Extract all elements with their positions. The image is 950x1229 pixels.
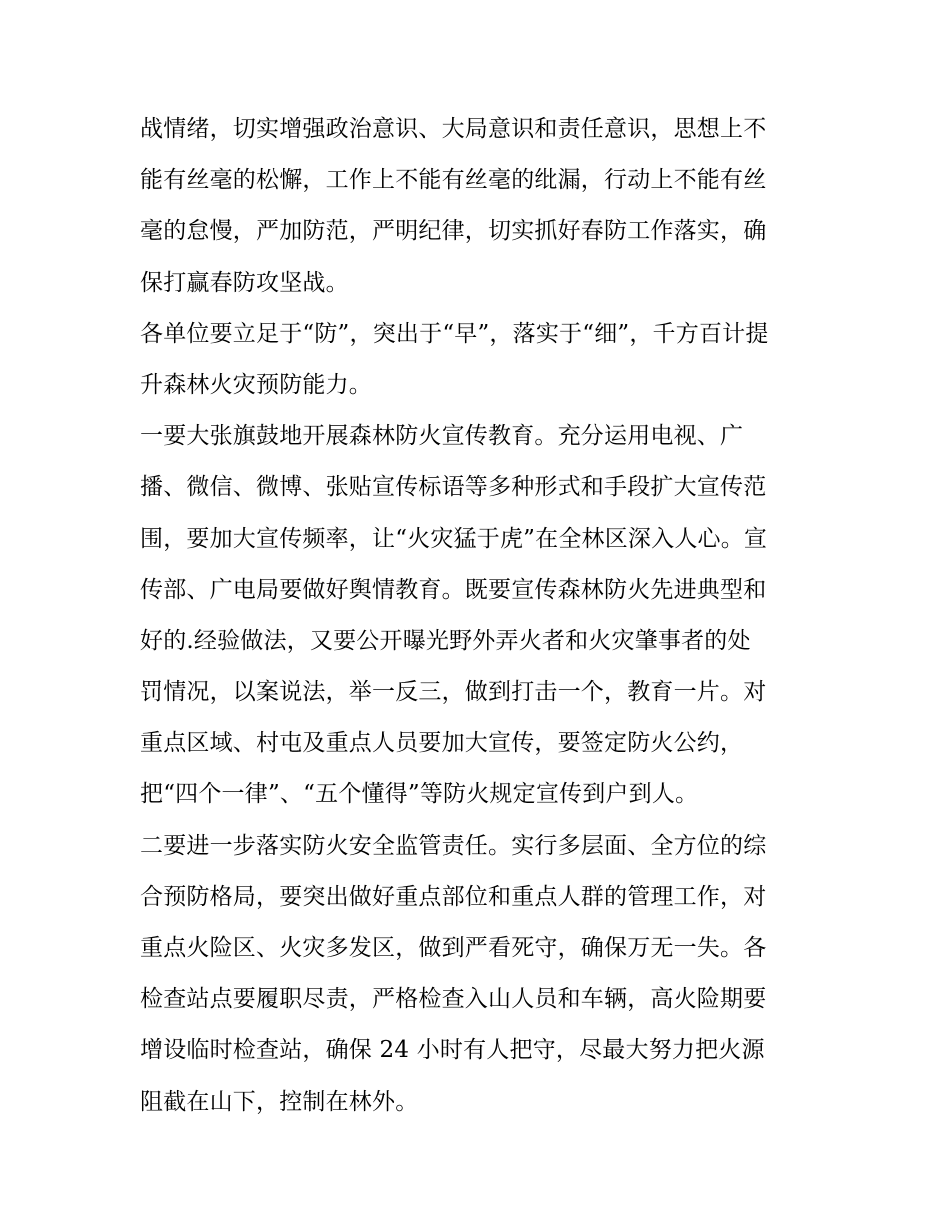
text-line: 能有丝毫的松懈，工作上不能有丝毫的纰漏，行动上不能有丝	[140, 167, 767, 194]
document-body	[140, 104, 820, 1128]
text-line: 二要进一步落实防火安全监管责任。实行多层面、全方位的综	[140, 832, 767, 859]
text-line: 各单位要立足于“防”，突出于“早”，落实于“细”，千方百计提	[140, 320, 769, 347]
text-line: 增设临时检查站，确保 24 小时有人把守，尽最大努力把火源	[140, 1037, 765, 1064]
text-line: 把“四个一律”、“五个懂得”等防火规定宣传到户到人。	[140, 781, 699, 808]
text-line: 重点区域、村屯及重点人员要加大宣传，要签定防火公约，	[140, 730, 744, 757]
text-line: 合预防格局，要突出做好重点部位和重点人群的管理工作，对	[140, 883, 767, 910]
text-line: 一要大张旗鼓地开展森林防火宣传教育。充分运用电视、广	[140, 423, 744, 450]
text-line: 围，要加大宣传频率，让“火灾猛于虎”在全林区深入人心。宣	[140, 525, 768, 552]
text-line: 升森林火灾预防能力。	[140, 371, 372, 398]
text-line: 罚情况，以案说法，举一反三，做到打击一个，教育一片。对	[140, 679, 767, 706]
text-line: 战情绪，切实增强政治意识、大局意识和责任意识，思想上不	[140, 116, 767, 142]
text-line: 传部、广电局要做好舆情教育。既要宣传森林防火先进典型和	[140, 576, 767, 603]
text-line: 保打赢春防攻坚战。	[140, 269, 349, 296]
text-line: 阻截在山下，控制在林外。	[140, 1088, 419, 1115]
text-line: 播、微信、微博、张贴宣传标语等多种形式和手段扩大宣传范	[140, 474, 767, 501]
text-line: 重点火险区、火灾多发区，做到严看死守，确保万无一失。各	[140, 935, 767, 961]
text-line: 好的.经验做法，又要公开曝光野外弄火者和火灾肇事者的处	[140, 627, 751, 654]
text-line: 检查站点要履职尽责，严格检查入山人员和车辆，高火险期要	[140, 986, 767, 1013]
text-line: 毫的怠慢，严加防范，严明纪律，切实抓好春防工作落实，确	[140, 218, 767, 245]
